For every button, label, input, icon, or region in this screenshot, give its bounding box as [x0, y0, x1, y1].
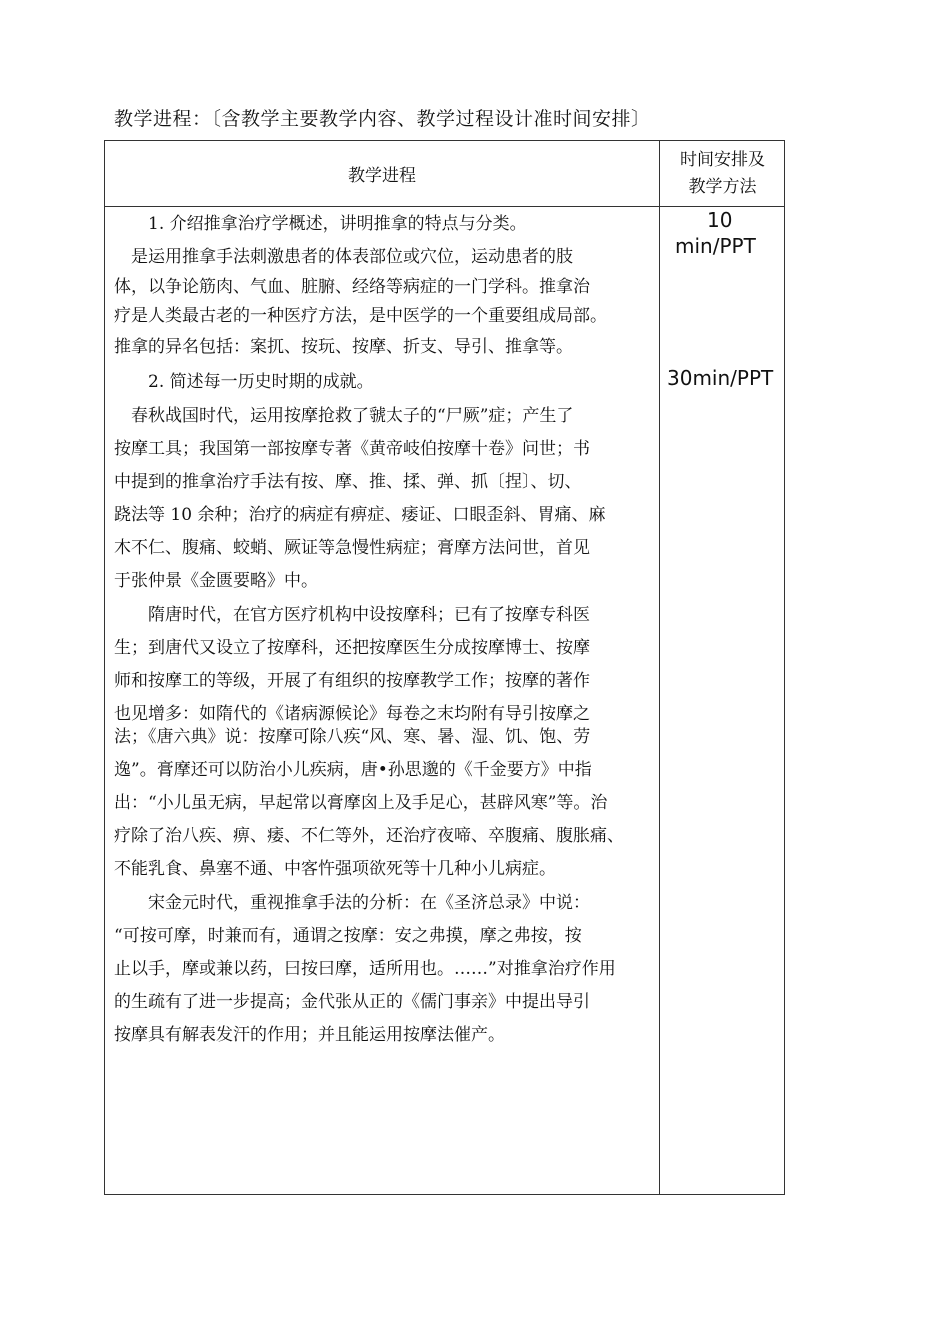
body-line: 体，以争论筋肉、气血、脏腑、经络等病症的一门学科。推拿治	[114, 277, 590, 297]
body-line: 春秋战国时代，运用按摩抢救了虢太子的“尸厥”症；产生了	[114, 406, 574, 426]
column-header-time-line1: 时间安排及	[680, 150, 765, 170]
column-header-progress: 教学进程	[348, 166, 416, 186]
body-line: 跷法等 10 余种；治疗的病症有痹症、痿证、口眼歪斜、胃痛、麻	[114, 505, 606, 525]
body-line: 不能乳食、鼻塞不通、中客忤强项欲死等十几种小儿病症。	[114, 859, 556, 879]
body-line: 木不仁、腹痛、蛟蛸、厥证等急慢性病症；膏摩方法问世，首见	[114, 538, 590, 558]
body-line: 的生疏有了进一步提高；金代张从正的《儒门事亲》中提出导引	[114, 992, 590, 1012]
body-line: 法；《唐六典》说：按摩可除八疾“风、寒、暑、湿、饥、饱、劳	[114, 727, 591, 747]
body-line: 出：“小儿虽无病，早起常以膏摩囟上及手足心，甚辟风寒”等。治	[114, 793, 608, 813]
header-divider	[105, 206, 784, 207]
body-line: 于张仲景《金匮要略》中。	[114, 571, 318, 591]
body-line: 逸”。膏摩还可以防治小儿疾病，唐•孙思邈的《千金要方》中指	[114, 760, 592, 780]
section-heading: 教学进程：〔含教学主要教学内容、教学过程设计准时间安排〕	[114, 108, 651, 130]
column-divider	[659, 141, 660, 1194]
body-line: 疗除了治八疾、痹、痿、不仁等外，还治疗夜啼、卒腹痛、腹胀痛、	[114, 826, 624, 846]
time-entry-1-line1: 10	[707, 208, 733, 232]
body-line: 也见增多：如隋代的《诸病源候论》每卷之末均附有导引按摩之	[114, 704, 590, 724]
body-line: 按摩具有解表发汗的作用；并且能运用按摩法催产。	[114, 1025, 505, 1045]
body-line: 2. 简述每一历史时期的成就。	[114, 372, 374, 392]
body-line: “可按可摩，时兼而有，通谓之按摩：安之弗摸，摩之弗按，按	[114, 926, 582, 946]
body-line: 师和按摩工的等级，开展了有组织的按摩教学工作；按摩的著作	[114, 671, 590, 691]
body-line: 宋金元时代，重视推拿手法的分析：在《圣济总录》中说：	[114, 893, 590, 913]
body-line: 推拿的异名包括：案扤、按玩、按摩、折支、导引、推拿等。	[114, 337, 573, 357]
column-header-time-method	[660, 147, 785, 201]
body-line: 中提到的推拿治疗手法有按、摩、推、揉、弹、抓〔捏〕、切、	[114, 472, 582, 492]
body-line: 是运用推拿手法刺激患者的体表部位或穴位，运动患者的肢	[114, 247, 573, 267]
body-line: 止以手，摩或兼以药，曰按曰摩，适所用也。……”对推拿治疗作用	[114, 959, 616, 979]
column-header-time-line2: 教学方法	[688, 177, 757, 197]
time-entry-2: 30min/PPT	[667, 366, 774, 390]
body-line: 隋唐时代，在官方医疗机构中设按摩科；已有了按摩专科医	[114, 605, 590, 625]
body-line: 疗是人类最古老的一种医疗方法，是中医学的一个重要组成局部。	[114, 306, 607, 326]
time-entry-1-line2: min/PPT	[675, 234, 756, 258]
body-line: 1. 介绍推拿治疗学概述，讲明推拿的特点与分类。	[114, 214, 527, 234]
body-line: 按摩工具；我国第一部按摩专著《黄帝岐伯按摩十卷》问世；书	[114, 439, 590, 459]
body-line: 生；到唐代又设立了按摩科，还把按摩医生分成按摩博士、按摩	[114, 638, 590, 658]
